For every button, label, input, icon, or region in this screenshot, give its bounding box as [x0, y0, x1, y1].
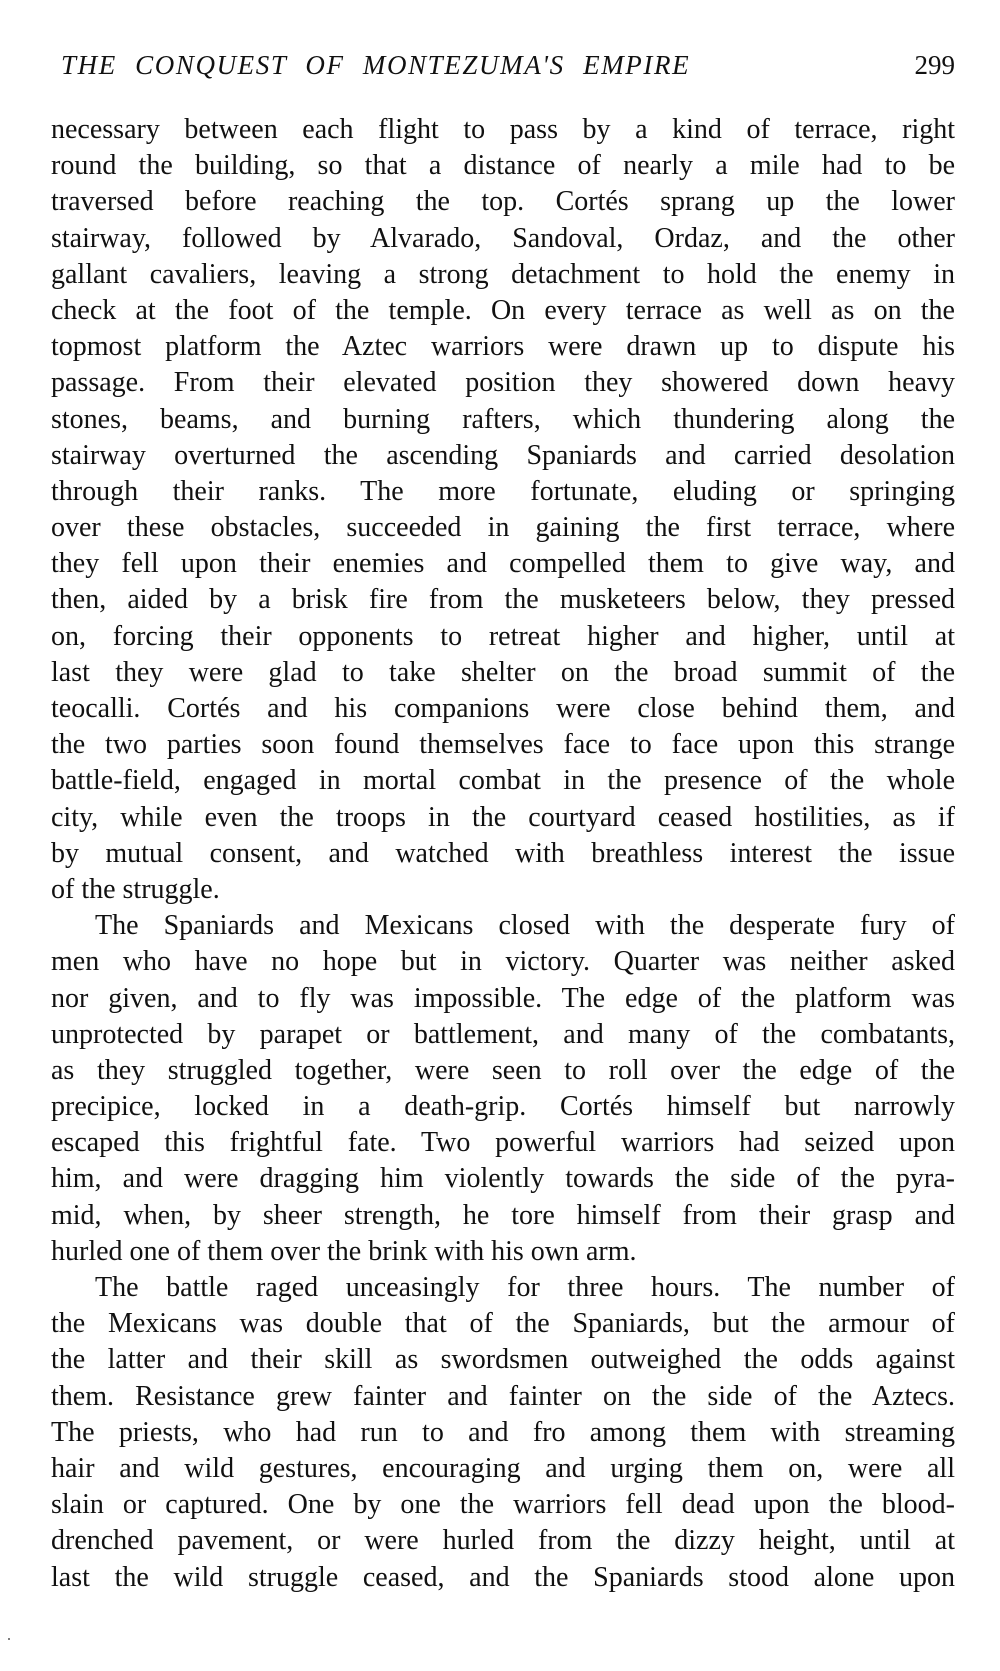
paragraph	[51, 112, 955, 908]
text-line: precipice, locked in a death-grip. Cortés himself but narrowly	[51, 1091, 955, 1123]
text-line: mid, when, by sheer strength, he tore himself from their grasp and	[51, 1199, 955, 1231]
text-line: they fell upon their enemies and compelled them to give way, and	[51, 548, 955, 580]
text-line: The priests, who had run to and fro among them with streaming	[51, 1416, 955, 1448]
text-line: over these obstacles, succeeded in gaining the first terrace, where	[51, 512, 955, 544]
body-text	[51, 112, 955, 1596]
text-line: him, and were dragging him violently towards the side of the pyra-	[51, 1163, 955, 1195]
text-line: through their ranks. The more fortunate, eluding or springing	[51, 475, 955, 507]
text-line: by mutual consent, and watched with breathless interest the issue	[51, 837, 955, 869]
text-line: last they were glad to take shelter on the broad summit of the	[51, 656, 955, 688]
text-line: unprotected by parapet or battlement, and many of the combatants,	[51, 1018, 955, 1050]
running-header	[61, 50, 955, 90]
text-line: battle-field, engaged in mortal combat in the presence of the whole	[51, 765, 955, 797]
text-line: hair and wild gestures, encouraging and urging them on, were all	[51, 1452, 955, 1484]
text-line: drenched pavement, or were hurled from the dizzy height, until at	[51, 1525, 955, 1557]
page-number: 299	[914, 50, 955, 80]
text-line: as they struggled together, were seen to roll over the edge of the	[51, 1054, 955, 1086]
text-line: city, while even the troops in the courtyard ceased hostilities, as if	[51, 801, 955, 833]
text-line: nor given, and to fly was impossible. The edge of the platform was	[51, 982, 955, 1014]
text-line: gallant cavaliers, leaving a strong detachment to hold the enemy in	[51, 258, 955, 290]
text-line: them. Resistance grew fainter and fainter on the side of the Aztecs.	[51, 1380, 955, 1412]
text-line: stones, beams, and burning rafters, which thundering along the	[51, 403, 955, 435]
text-line: men who have no hope but in victory. Quarter was neither asked	[51, 946, 955, 978]
text-line: then, aided by a brisk fire from the musketeers below, they pressed	[51, 584, 955, 616]
text-line: slain or captured. One by one the warriors fell dead upon the blood-	[51, 1489, 955, 1521]
text-line: of the struggle.	[51, 873, 220, 905]
text-line: escaped this frightful fate. Two powerful warriors had seized upon	[51, 1127, 955, 1159]
text-line: the latter and their skill as swordsmen outweighed the odds against	[51, 1344, 955, 1376]
text-line: hurled one of them over the brink with his own arm.	[51, 1235, 637, 1267]
text-line: check at the foot of the temple. On every terrace as well as on the	[51, 294, 955, 326]
text-line: teocalli. Cortés and his companions were close behind them, and	[51, 693, 955, 724]
text-line: The battle raged unceasingly for three hours. The number of	[95, 1272, 955, 1303]
text-line: the two parties soon found themselves face to face upon this strange	[51, 729, 955, 761]
text-line: round the building, so that a distance of nearly a mile had to be	[51, 150, 955, 182]
text-line: The Spaniards and Mexicans closed with the desperate fury of	[95, 910, 955, 942]
text-line: topmost platform the Aztec warriors were drawn up to dispute his	[51, 331, 955, 363]
text-line: last the wild struggle ceased, and the Spaniards stood alone upon	[51, 1561, 955, 1593]
paragraph	[51, 1270, 955, 1596]
running-title: THE CONQUEST OF MONTEZUMA'S EMPIRE	[61, 50, 691, 80]
text-line: necessary between each flight to pass by a kind of terrace, right	[51, 114, 955, 145]
text-line: stairway, followed by Alvarado, Sandoval, Ordaz, and the other	[51, 222, 955, 254]
text-line: on, forcing their opponents to retreat higher and higher, until at	[51, 620, 955, 652]
text-line: traversed before reaching the top. Cortés sprang up the lower	[51, 186, 955, 218]
paragraph	[51, 908, 955, 1270]
text-line: the Mexicans was double that of the Spaniards, but the armour of	[51, 1308, 955, 1340]
scan-speck	[8, 1638, 10, 1640]
text-line: passage. From their elevated position they showered down heavy	[51, 367, 955, 399]
text-line: stairway overturned the ascending Spaniards and carried desolation	[51, 439, 955, 471]
